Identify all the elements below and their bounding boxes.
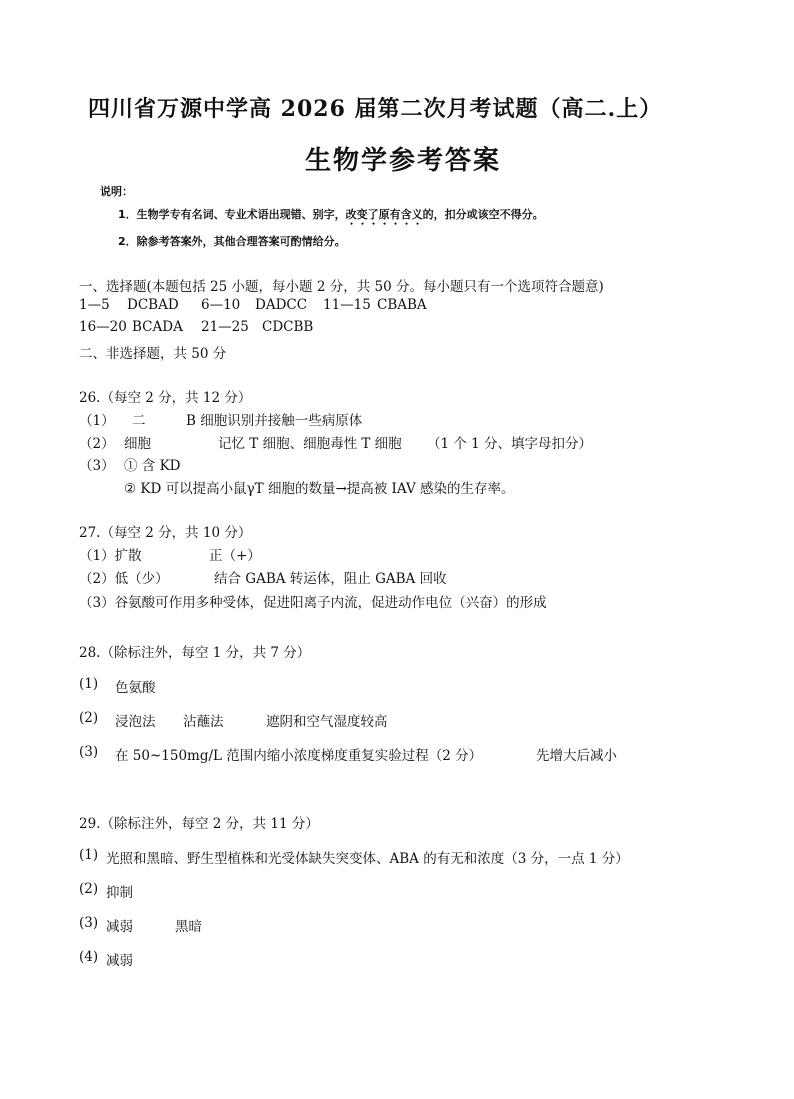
q26-2-answer-c: （1 个 1 分、填字母扣分） <box>427 436 593 452</box>
q29-1-number: (1) <box>79 847 99 863</box>
mc-range-1: 1—5 <box>79 297 110 313</box>
q26-2-answer-a: 细胞 <box>124 436 151 452</box>
q27-2-answer-b: 结合 GABA 转运体，阻止 GABA 回收 <box>214 571 447 587</box>
page-title: 四川省万源中学高 2026 届第二次月考试题（高二.上） <box>88 96 663 122</box>
q28-3-answer-b: 先增大后减小 <box>536 748 617 764</box>
mc-answer-2: DADCC <box>255 297 308 313</box>
q27-heading: 27.（每空 2 分，共 10 分） <box>79 525 252 541</box>
q29-3-number: (3) <box>79 915 99 931</box>
q26-2-number: （2） <box>79 436 115 452</box>
note-1-prefix: 1．生物学专有名词、专业术语出现错、别字， <box>118 208 346 221</box>
section1-heading: 一、选择题(本题包括 25 小题，每小题 2 分，共 50 分。每小题只有一个选项符合题意) <box>79 279 604 295</box>
q26-3-number: （3） <box>79 458 115 474</box>
q27-1-answer-a: （1）扩散 <box>79 548 142 564</box>
q28-2-answer-c: 遮阴和空气湿度较高 <box>266 714 388 730</box>
mc-answer-4: BCADA <box>132 319 183 335</box>
q29-3-answer-b: 黑暗 <box>175 919 202 935</box>
mc-answer-5: CDCBB <box>262 319 314 335</box>
q29-4-number: (4) <box>79 949 99 965</box>
q28-1-answer-a: 色氨酸 <box>115 680 156 696</box>
q29-4-answer-a: 减弱 <box>106 953 133 969</box>
mc-answer-1: DCBAD <box>127 297 179 313</box>
mc-range-3: 11—15 <box>323 297 371 313</box>
q26-heading: 26.（每空 2 分，共 12 分） <box>79 390 252 406</box>
q28-2-answer-b: 沾蘸法 <box>183 714 224 730</box>
q26-2-answer-b: 记忆 T 细胞、细胞毒性 T 细胞 <box>218 436 402 452</box>
note-2: 2．除参考答案外，其他合理答案可酌情给分。 <box>118 235 346 248</box>
page-subtitle: 生物学参考答案 <box>305 146 502 176</box>
q28-1-number: (1) <box>79 676 99 692</box>
mc-range-5: 21—25 <box>201 319 249 335</box>
q27-1-answer-b: 正（+） <box>209 548 261 564</box>
q26-1-answer-a: 二 <box>132 413 146 429</box>
mc-range-4: 16—20 <box>79 319 127 335</box>
q27-3-answer: （3）谷氨酸可作用多种受体，促进阳离子内流，促进动作电位（兴奋）的形成 <box>79 595 547 611</box>
q29-3-answer-a: 减弱 <box>106 919 133 935</box>
notes-label: 说明： <box>100 185 133 198</box>
q29-1-answer-a: 光照和黑暗、野生型植株和光受体缺失突变体、ABA 的有无和浓度（3 分，一点 1 分） <box>106 851 629 867</box>
note-1-suffix: 的，扣分或该空不得分。 <box>422 208 544 221</box>
q28-3-number: (3) <box>79 744 99 760</box>
q28-3-answer-a: 在 50~150mg/L 范围内缩小浓度梯度重复实验过程（2 分） <box>115 748 483 764</box>
q26-3-answer-a: ① 含 KD <box>124 458 181 474</box>
q28-2-answer-a: 浸泡法 <box>115 714 156 730</box>
q26-1-answer-b: B 细胞识别并接触一些病原体 <box>186 413 363 429</box>
note-1-emphasis: 改变了原有含义 <box>345 208 423 221</box>
q26-1-number: （1） <box>79 413 115 429</box>
q26-3-answer-b: ② KD 可以提高小鼠γT 细胞的数量→提高被 IAV 感染的生存率。 <box>124 481 515 497</box>
q29-heading: 29.（除标注外，每空 2 分，共 11 分） <box>79 816 319 832</box>
mc-answer-3: CBABA <box>377 297 427 313</box>
q28-2-number: (2) <box>79 710 99 726</box>
note-1 <box>118 206 544 228</box>
q29-2-number: (2) <box>79 881 99 897</box>
q28-heading: 28.（除标注外，每空 1 分，共 7 分） <box>79 645 311 661</box>
q27-2-answer-a: （2）低（少） <box>79 571 169 587</box>
section2-heading: 二、非选择题，共 50 分 <box>79 346 227 362</box>
q29-2-answer-a: 抑制 <box>106 885 133 901</box>
mc-range-2: 6—10 <box>201 297 241 313</box>
